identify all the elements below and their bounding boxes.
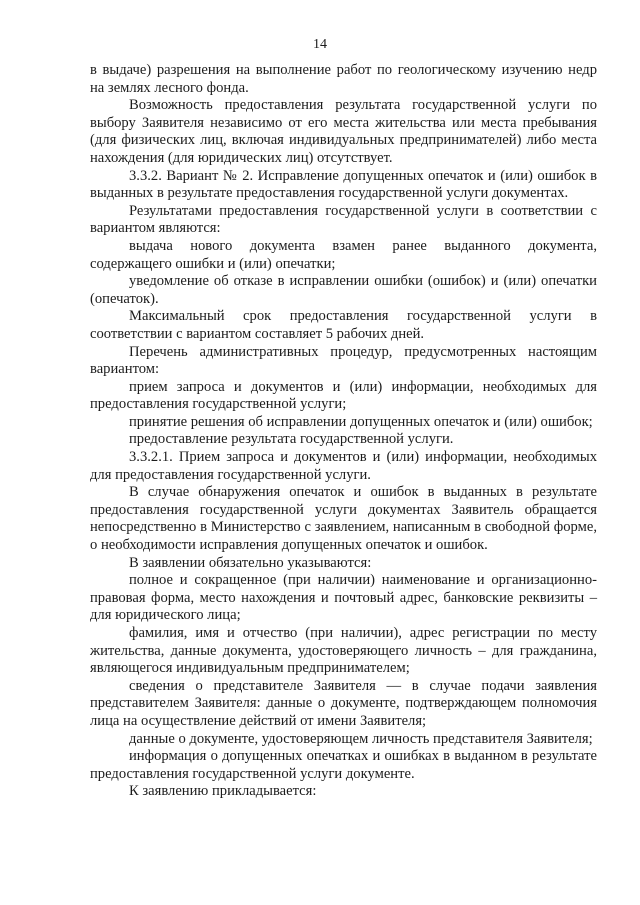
paragraph: Возможность предоставления результата государственной услуги по выбору Заявителя независимо от его места жительства или места пребывания (для физических лиц, включая индивидуальных предпринимателей) либо места нахождения (для юридических лиц) отсутствует.: [90, 97, 597, 166]
paragraph: уведомление об отказе в исправлении ошибки (ошибок) и (или) опечатки (опечаток).: [90, 273, 597, 307]
paragraph: 3.3.2. Вариант № 2. Исправление допущенных опечаток и (или) ошибок в выданных в результате предоставления государственной услуги документах.: [90, 167, 597, 202]
paragraph: Максимальный срок предоставления государственной услуги в соответствии с вариантом составляет 5 рабочих дней.: [90, 308, 597, 342]
document-body: [90, 62, 597, 801]
paragraph: прием запроса и документов и (или) информации, необходимых для предоставления государственной услуги;: [90, 378, 597, 413]
paragraph: В случае обнаружения опечаток и ошибок в выданных в результате предоставления государственной услуги документах Заявитель обращается непосредственно в Министерство с заявлением, написанным в свободной форме, о необходимости исправления допущенных опечаток и ошибок.: [90, 484, 597, 554]
paragraph: данные о документе, удостоверяющем личность представителя Заявителя;: [129, 730, 593, 747]
paragraph: выдача нового документа взамен ранее выданного документа, содержащего ошибки и (или) опечатки;: [90, 237, 597, 272]
paragraph: Результатами предоставления государственной услуги в соответствии с вариантом являются:: [90, 202, 597, 237]
paragraph: полное и сокращенное (при наличии) наименование и организационно-правовая форма, место нахождения и почтовый адрес, банковские реквизиты – для юридического лица;: [90, 572, 597, 624]
paragraph: сведения о представителе Заявителя — в случае подачи заявления представителем Заявителя: данные о документе, подтверждающем полномочия лица на осуществление действий от имени Заявителя;: [90, 677, 597, 729]
paragraph: Перечень административных процедур, предусмотренных настоящим вариантом:: [90, 343, 597, 378]
paragraph: В заявлении обязательно указываются:: [129, 554, 372, 571]
paragraph: информация о допущенных опечатках и ошибках в выданном в результате предоставления государственной услуги документе.: [90, 748, 597, 782]
paragraph: 3.3.2.1. Прием запроса и документов и (или) информации, необходимых для предоставления государственной услуги.: [90, 449, 597, 483]
paragraph: фамилия, имя и отчество (при наличии), адрес регистрации по месту жительства, данные документа, удостоверяющего личность – для гражданина, являющегося индивидуальным предпринимателем;: [90, 625, 597, 677]
paragraph: К заявлению прикладывается:: [129, 783, 317, 800]
paragraph: принятие решения об исправлении допущенных опечаток и (или) ошибок;: [129, 413, 593, 430]
page-number: 14: [313, 37, 327, 52]
paragraph: предоставление результата государственной услуги.: [129, 431, 454, 448]
paragraph: в выдаче) разрешения на выполнение работ по геологическому изучению недр на землях лесного фонда.: [90, 62, 597, 96]
